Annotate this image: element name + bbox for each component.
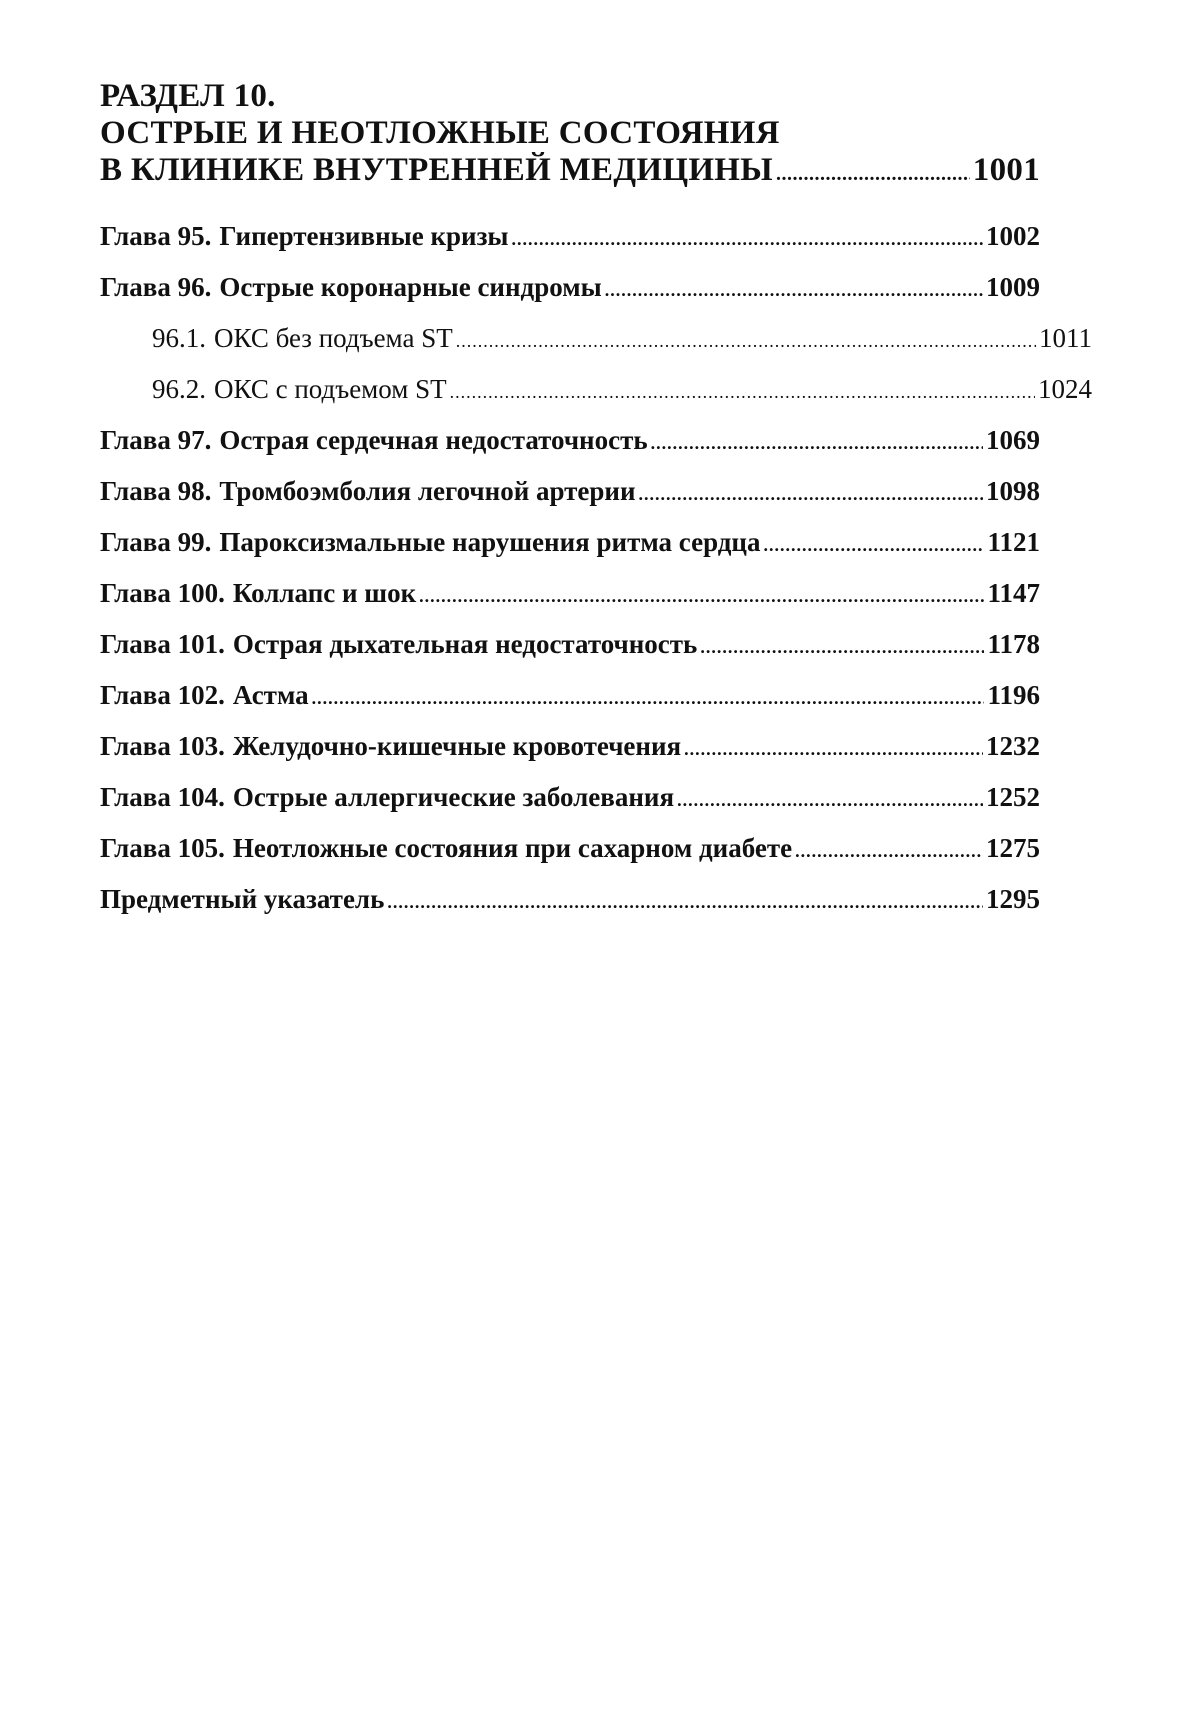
- entry-label: Глава 96.: [100, 272, 212, 302]
- entry-label: Глава 102.: [100, 680, 225, 710]
- entry-page-number: 1098: [986, 476, 1040, 506]
- entry-page-number: 1275: [986, 833, 1040, 863]
- toc-entry-ch96[interactable]: [100, 262, 1040, 313]
- entry-title: Неотложные состояния при сахарном диабете: [232, 833, 793, 863]
- toc-entry-ch101[interactable]: [100, 619, 1040, 670]
- dot-leader: [456, 316, 1036, 367]
- toc-entry-96-1[interactable]: [100, 313, 1092, 364]
- dot-leader: [651, 418, 983, 469]
- dot-leader: [312, 673, 985, 724]
- entry-title: Острые коронарные синдромы: [219, 272, 602, 302]
- toc-entries: [100, 211, 1092, 925]
- entry-label: Глава 98.: [100, 476, 212, 506]
- entry-title: Острая дыхательная недостаточность: [232, 629, 698, 659]
- entry-page-number: 1147: [987, 578, 1040, 608]
- section-heading: [100, 78, 1040, 193]
- dot-leader: [684, 724, 983, 775]
- entry-title: Астма: [232, 680, 309, 710]
- entry-page-number: 1196: [987, 680, 1040, 710]
- toc-entry-ch104[interactable]: [100, 772, 1040, 823]
- entry-label: Глава 105.: [100, 833, 225, 863]
- dot-leader: [605, 265, 983, 316]
- entry-title: Гипертензивные кризы: [219, 221, 509, 251]
- entry-label: 96.1.: [152, 323, 206, 353]
- section-label: РАЗДЕЛ 10.: [100, 78, 276, 114]
- entry-page-number: 1295: [986, 884, 1040, 914]
- dot-leader: [639, 469, 983, 520]
- entry-page-number: 1069: [986, 425, 1040, 455]
- toc-entry-ch102[interactable]: [100, 670, 1040, 721]
- entry-label: Глава 95.: [100, 221, 212, 251]
- entry-page-number: 1011: [1039, 323, 1092, 353]
- dot-leader: [450, 367, 1035, 418]
- dot-leader: [512, 214, 983, 265]
- entry-title: Тромбоэмболия легочной артерии: [219, 476, 636, 506]
- entry-title: ОКС с подъемом ST: [214, 374, 447, 404]
- dot-leader: [419, 571, 984, 622]
- entry-title: Желудочно-кишечные кровотечения: [232, 731, 682, 761]
- dot-leader: [776, 156, 970, 193]
- dot-leader: [763, 520, 984, 571]
- toc-entry-index[interactable]: [100, 874, 1040, 925]
- entry-title: Предметный указатель: [100, 884, 385, 914]
- section-title-row: [100, 152, 1040, 193]
- entry-label: Глава 101.: [100, 629, 225, 659]
- dot-leader: [677, 775, 983, 826]
- entry-page-number: 1024: [1038, 374, 1092, 404]
- entry-label: Глава 104.: [100, 782, 225, 812]
- entry-label: Глава 99.: [100, 527, 212, 557]
- dot-leader: [387, 877, 983, 928]
- table-of-contents: [100, 78, 1092, 925]
- entry-title: ОКС без подъема ST: [214, 323, 453, 353]
- toc-entry-ch99[interactable]: [100, 517, 1040, 568]
- entry-page-number: 1252: [986, 782, 1040, 812]
- toc-entry-ch98[interactable]: [100, 466, 1040, 517]
- toc-entry-96-2[interactable]: [100, 364, 1092, 415]
- entry-label: 96.2.: [152, 374, 206, 404]
- section-title-line1: ОСТРЫЕ И НЕОТЛОЖНЫЕ СОСТОЯНИЯ: [100, 115, 780, 151]
- toc-entry-ch97[interactable]: [100, 415, 1040, 466]
- entry-title: Острая сердечная недостаточность: [219, 425, 648, 455]
- entry-title: Пароксизмальные нарушения ритма сердца: [219, 527, 761, 557]
- dot-leader: [700, 622, 984, 673]
- section-page-number: 1001: [972, 152, 1040, 188]
- entry-label: Глава 103.: [100, 731, 225, 761]
- entry-page-number: 1232: [986, 731, 1040, 761]
- section-title-line2: В КЛИНИКЕ ВНУТРЕННЕЙ МЕДИЦИНЫ: [100, 152, 773, 188]
- entry-title: Коллапс и шок: [232, 578, 417, 608]
- entry-page-number: 1002: [986, 221, 1040, 251]
- toc-entry-ch95[interactable]: [100, 211, 1040, 262]
- entry-label: Глава 97.: [100, 425, 212, 455]
- entry-page-number: 1009: [986, 272, 1040, 302]
- dot-leader: [795, 826, 983, 877]
- entry-label: Глава 100.: [100, 578, 225, 608]
- entry-page-number: 1178: [987, 629, 1040, 659]
- toc-entry-ch100[interactable]: [100, 568, 1040, 619]
- entry-title: Острые аллергические заболевания: [232, 782, 675, 812]
- toc-entry-ch105[interactable]: [100, 823, 1040, 874]
- entry-page-number: 1121: [987, 527, 1040, 557]
- toc-entry-ch103[interactable]: [100, 721, 1040, 772]
